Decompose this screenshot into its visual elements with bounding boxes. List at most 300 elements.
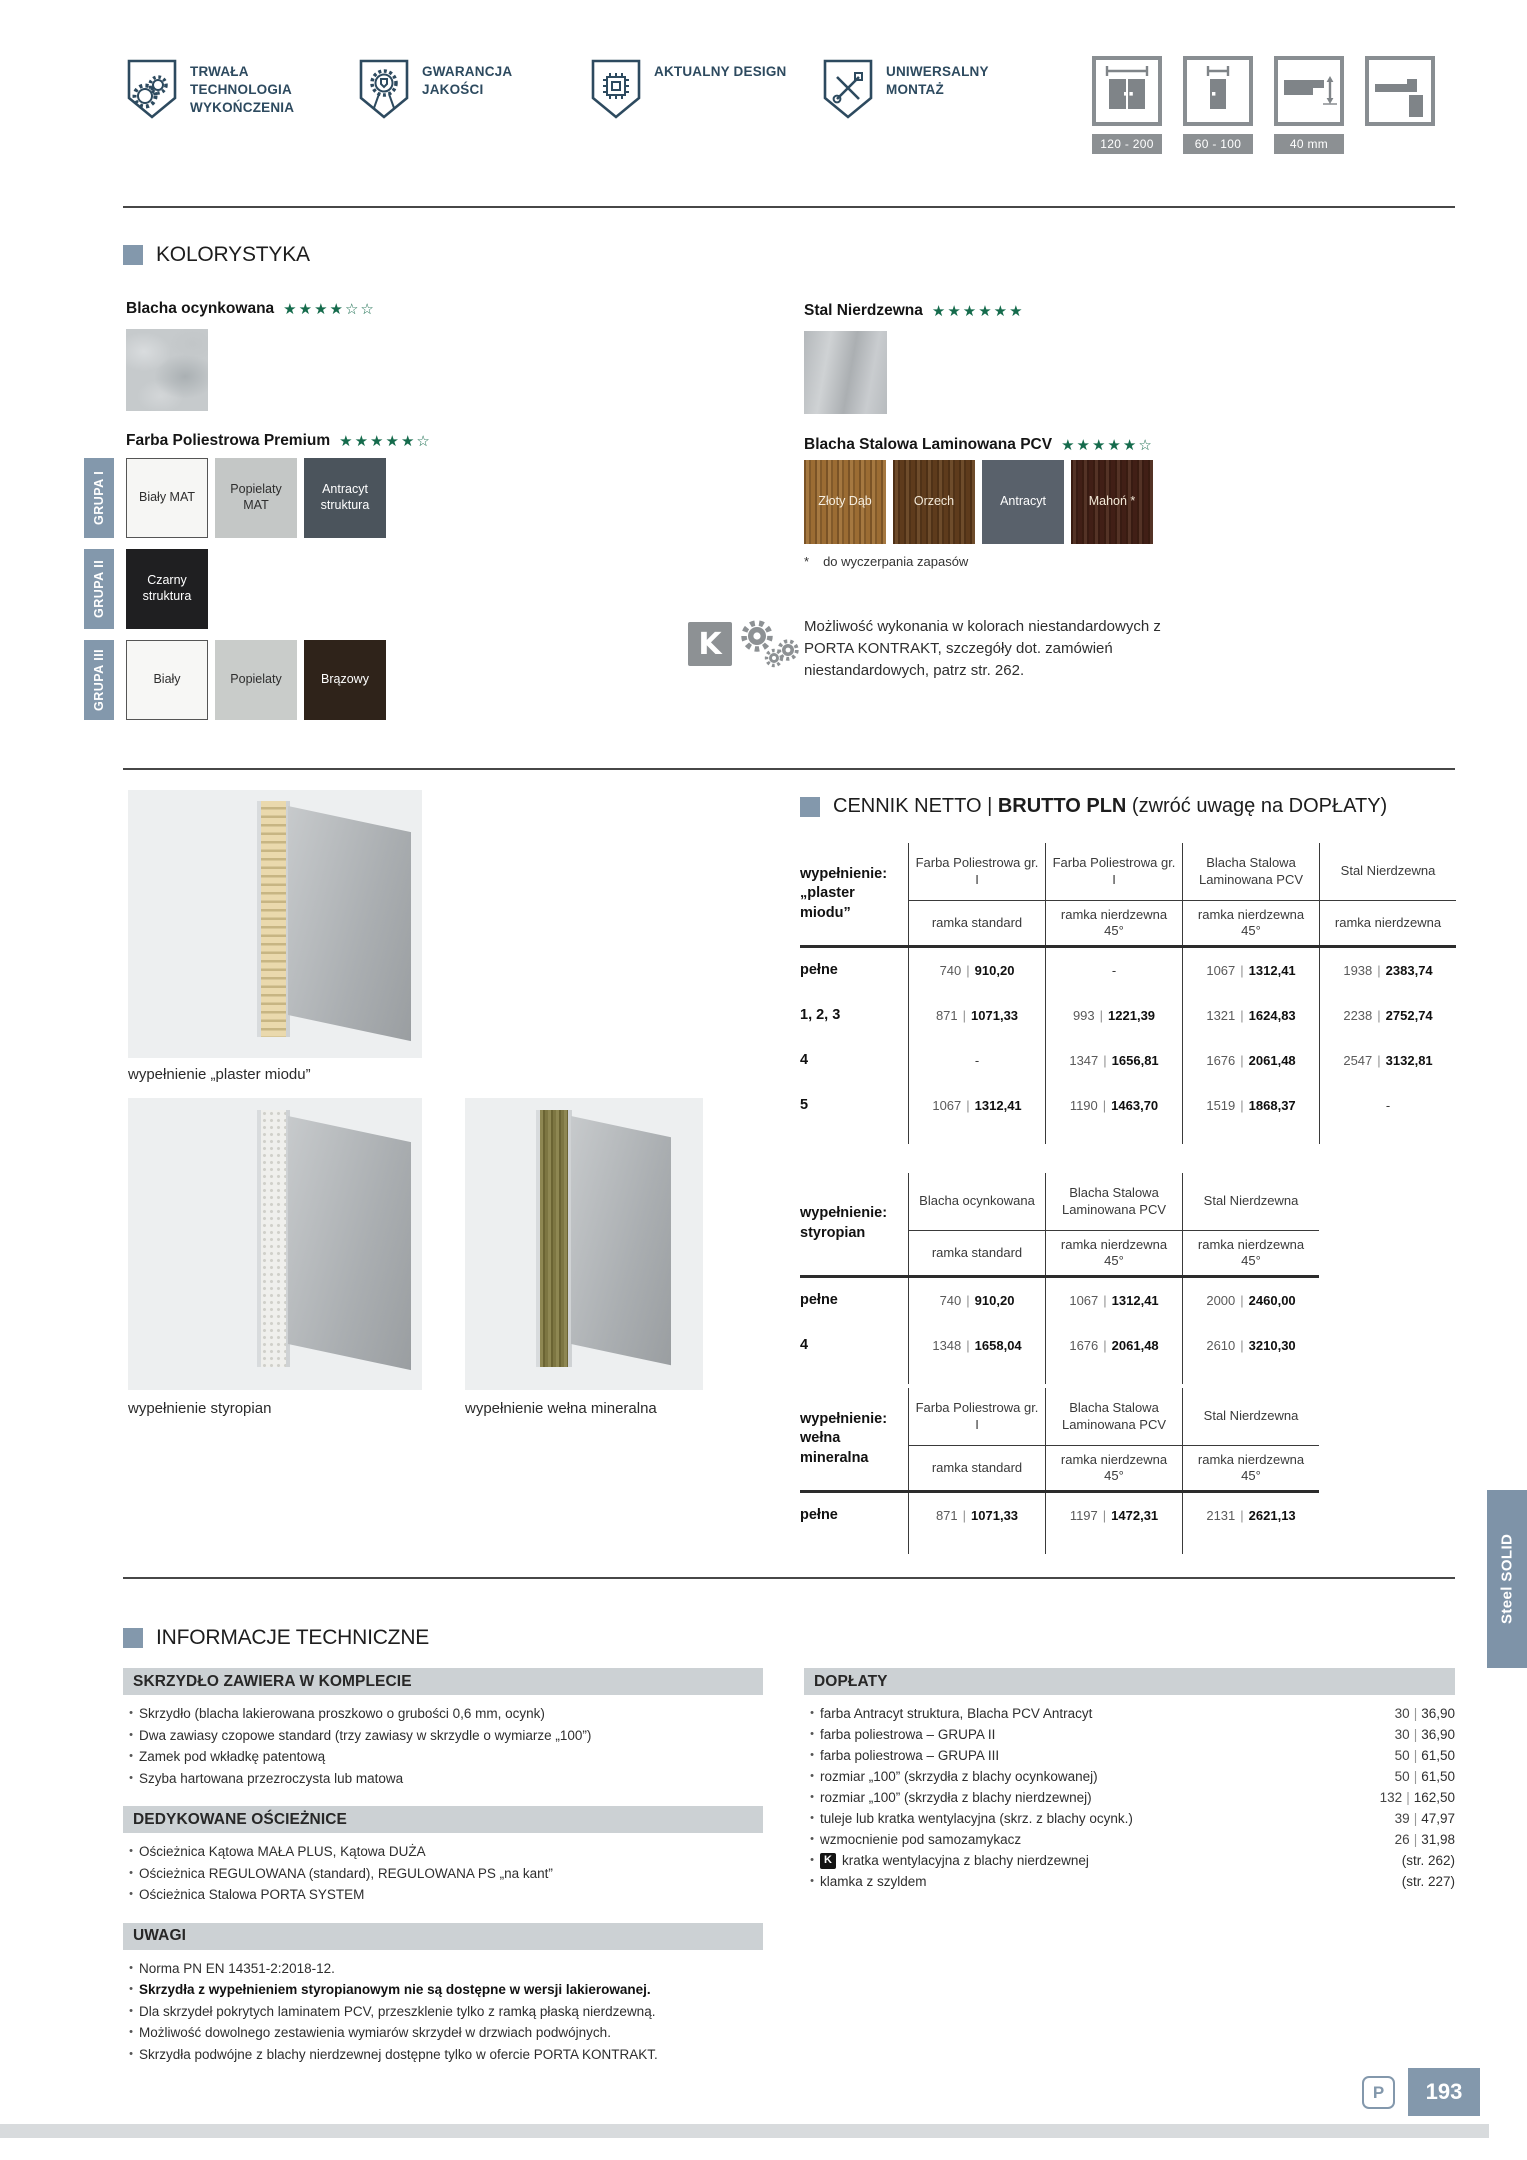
surcharge-label-text: farba poliestrowa – GRUPA III	[820, 1748, 1000, 1763]
table-price-cell	[1182, 1083, 1319, 1128]
material-name: Blacha ocynkowana	[126, 300, 275, 317]
table-price-cell	[908, 1323, 1045, 1368]
surcharge-label	[820, 1850, 1402, 1871]
brutto-value: 2061,48	[1248, 1052, 1296, 1068]
price-separator: |	[966, 1337, 970, 1353]
swatch-strip	[126, 549, 208, 629]
table-frame-header: ramka nierdzewna 45°	[1182, 1446, 1319, 1490]
surcharge-label	[820, 1829, 1395, 1850]
netto-value: 26	[1394, 1832, 1410, 1847]
swatch-strip	[126, 458, 386, 538]
netto-value: 50	[1394, 1748, 1410, 1763]
single-door-width-icon	[1183, 56, 1253, 126]
price-value	[940, 963, 1015, 978]
material-name: Stal Nierdzewna	[804, 302, 923, 319]
door-crosssection-image-mineral-wool	[465, 1098, 703, 1390]
badge-label: AKTUALNY DESIGN	[654, 64, 787, 79]
table-material-header: Blacha ocynkowana	[908, 1173, 1045, 1231]
price-value: -	[1111, 962, 1117, 978]
table-row-label: 4	[800, 1337, 809, 1353]
honeycomb-edge	[257, 801, 289, 1037]
price-table-mineral-wool	[800, 1388, 1319, 1554]
section-square-icon	[800, 797, 820, 817]
list-item-text: Skrzydła z wypełnieniem styropianowym nie są dostępne w wersji lakierowanej.	[139, 1982, 651, 1997]
divider-top	[123, 206, 1455, 208]
table-tail	[800, 1368, 908, 1384]
list-item-text: Dla skrzydeł pokrytych laminatem PCV, przeszklenie tylko z ramką płaską nierdzewną.	[139, 2003, 656, 2019]
brutto-value: 36,90	[1421, 1727, 1455, 1742]
image-caption: wypełnienie wełna mineralna	[465, 1400, 657, 1417]
netto-value: 1519	[1206, 1097, 1236, 1113]
galvanized-steel-swatch	[126, 329, 208, 411]
brutto-value: 47,97	[1421, 1811, 1455, 1826]
bullet-list	[123, 1703, 763, 1789]
brutto-value: 1071,33	[971, 1507, 1019, 1523]
bullet-icon: •	[810, 1812, 814, 1824]
surcharge-label-text: rozmiar „100” (skrzydła z blachy ocynkowanej)	[820, 1769, 1098, 1784]
shield-tools-icon	[822, 58, 874, 120]
table-material-header: Farba Poliestrowa gr. I	[908, 1388, 1045, 1446]
bullet-icon: •	[129, 2047, 133, 2060]
badge-label: GWARANCJA JAKOŚCI	[422, 64, 512, 97]
bullet-icon: •	[129, 1750, 133, 1762]
surcharge-label-text: rozmiar „100” (skrzydła z blachy nierdzewnej)	[820, 1790, 1092, 1805]
material-heading-blacha-pcv	[804, 436, 1154, 454]
price-separator: |	[1240, 1337, 1244, 1353]
color-swatch: Czarny struktura	[126, 549, 208, 629]
table-frame-header: ramka nierdzewna 45°	[1182, 1231, 1319, 1275]
brutto-value: 1071,33	[971, 1007, 1019, 1023]
gears-icon	[737, 616, 799, 674]
table-row-label: pełne	[800, 1507, 838, 1523]
brutto-value: 61,50	[1421, 1769, 1455, 1784]
table-tail	[908, 1128, 1045, 1144]
material-heading-farba-premium	[126, 432, 432, 450]
divider-bottom	[123, 1577, 1455, 1579]
brutto-value: 2460,00	[1248, 1292, 1296, 1308]
brutto-value: 1658,04	[974, 1337, 1022, 1353]
porta-logo: P	[1362, 2076, 1395, 2109]
bullet-icon: •	[129, 1983, 133, 1995]
price-value	[1395, 1727, 1455, 1742]
k-mini-icon: K	[820, 1853, 836, 1869]
mineral-wool-edge	[536, 1110, 572, 1367]
table-price-cell	[1319, 1038, 1456, 1083]
farba-color-groups	[84, 458, 386, 731]
rating-stars: ★★★★★☆	[339, 432, 432, 450]
price-value: -	[1385, 1097, 1391, 1113]
surcharge-label	[820, 1766, 1395, 1787]
price-value	[1380, 1790, 1455, 1805]
badge-gwarancja-jakosci	[358, 58, 556, 120]
price-value	[1073, 1008, 1155, 1023]
price-value	[1206, 1008, 1295, 1023]
price-value: -	[974, 1052, 980, 1068]
price-separator: |	[1413, 1727, 1418, 1742]
price-value: (str. 262)	[1401, 1853, 1455, 1868]
price-separator: |	[1406, 1790, 1410, 1805]
brutto-value: 31,98	[1421, 1832, 1455, 1847]
surcharge-row	[804, 1850, 1455, 1871]
table-price-cell	[1182, 1493, 1319, 1538]
brutto-value: 2061,48	[1111, 1337, 1159, 1353]
price-value	[936, 1508, 1018, 1523]
surcharge-label-text: farba poliestrowa – GRUPA II	[820, 1727, 996, 1742]
door-thickness-icon	[1274, 56, 1344, 126]
group-label: GRUPA I	[84, 458, 114, 538]
price-value	[1070, 1508, 1158, 1523]
color-swatch: Biały MAT	[126, 458, 208, 538]
table-material-header: Stal Nierdzewna	[1182, 1173, 1319, 1231]
brutto-value: 1312,41	[974, 1097, 1022, 1113]
table-row-label: 4	[800, 1052, 809, 1068]
netto-value: 50	[1394, 1769, 1410, 1784]
price-separator: |	[1377, 1007, 1381, 1023]
table-frame-header: ramka nierdzewna 45°	[1045, 1446, 1182, 1490]
price-value	[1395, 1748, 1455, 1763]
netto-value: 39	[1394, 1811, 1410, 1826]
price-separator: |	[1413, 1706, 1418, 1721]
table-filling-label: wypełnienie: styropian	[800, 1205, 888, 1241]
price-separator: |	[1413, 1811, 1418, 1826]
technical-info-left-column	[123, 1668, 763, 2082]
section-title: KOLORYSTYKA	[156, 243, 310, 266]
surcharge-label-text: tuleje lub kratka wentylacyjna (skrz. z blachy ocynk.)	[820, 1811, 1133, 1826]
price-separator: |	[1377, 1052, 1381, 1068]
price-value	[1069, 1338, 1158, 1353]
badge-trwala-technologia	[126, 58, 324, 120]
material-name: Blacha Stalowa Laminowana PCV	[804, 436, 1053, 453]
size-range-label: 60 - 100	[1183, 134, 1253, 154]
bullet-icon: •	[810, 1875, 814, 1887]
table-tail	[1045, 1538, 1182, 1554]
brutto-value: 2383,74	[1385, 962, 1433, 978]
surcharge-row	[804, 1766, 1455, 1787]
bullet-icon: •	[810, 1770, 814, 1782]
farba-group-row	[84, 640, 386, 720]
door-crosssection-image-honeycomb	[128, 790, 422, 1058]
image-caption: wypełnienie „plaster miodu”	[128, 1066, 311, 1083]
price-value	[1206, 1053, 1295, 1068]
price-separator: |	[1413, 1769, 1418, 1784]
table-frame-header: ramka nierdzewna	[1319, 901, 1456, 945]
shield-gears-icon	[126, 58, 178, 120]
table-price-cell	[908, 1083, 1045, 1128]
material-heading-blacha-ocynkowana	[126, 300, 376, 318]
netto-value: 1067	[1206, 962, 1236, 978]
price-separator: |	[1240, 1097, 1244, 1113]
subsection-header-bar: DOPŁATY	[804, 1668, 1455, 1695]
netto-value: 1190	[1069, 1097, 1098, 1113]
price-separator: |	[1240, 962, 1244, 978]
door-face	[288, 806, 411, 1041]
door-crosssection-image-styrofoam	[128, 1098, 422, 1390]
table-price-cell	[908, 948, 1045, 993]
color-swatch: Złoty Dąb	[804, 460, 886, 544]
surcharge-price	[1395, 1829, 1455, 1850]
price-separator: |	[1103, 1337, 1107, 1353]
list-item-text: Ościeżnica Stalowa PORTA SYSTEM	[139, 1887, 365, 1902]
bullet-icon: •	[810, 1707, 814, 1719]
surcharge-label-text: farba Antracyt struktura, Blacha PCV Antracyt	[820, 1706, 1093, 1721]
table-filling-label: wypełnienie: „plaster miodu”	[800, 865, 888, 921]
price-separator: |	[1102, 1097, 1107, 1113]
table-frame-header: ramka nierdzewna 45°	[1182, 901, 1319, 945]
size-range-label: 120 - 200	[1092, 134, 1162, 154]
surcharge-label	[820, 1787, 1380, 1808]
bullet-icon: •	[810, 1728, 814, 1740]
size-item-single-door	[1183, 56, 1253, 154]
price-value	[1070, 1098, 1158, 1113]
price-value	[1069, 1053, 1158, 1068]
table-material-header: Farba Poliestrowa gr. I	[1045, 843, 1182, 901]
price-value	[936, 1008, 1018, 1023]
list-item	[123, 2022, 763, 2044]
table-material-header: Blacha Stalowa Laminowana PCV	[1182, 843, 1319, 901]
surcharge-row	[804, 1787, 1455, 1808]
bullet-icon: •	[810, 1791, 814, 1803]
brutto-value: 1472,31	[1111, 1507, 1159, 1523]
table-price-cell	[1045, 948, 1182, 993]
table-material-header: Stal Nierdzewna	[1182, 1388, 1319, 1446]
divider-middle	[123, 768, 1455, 770]
bullet-icon: •	[129, 1845, 133, 1857]
price-value	[1395, 1769, 1455, 1784]
price-value	[1206, 963, 1295, 978]
table-price-cell	[1045, 1323, 1182, 1368]
bottom-strip	[0, 2124, 1489, 2138]
color-swatch: Brązowy	[304, 640, 386, 720]
brutto-value: 910,20	[974, 962, 1015, 978]
badge-label: TRWAŁA TECHNOLOGIA WYKOŃCZENIA	[190, 64, 295, 115]
section-title: INFORMACJE TECHNICZNE	[156, 1626, 430, 1649]
kontrakt-k-icon: K	[688, 622, 732, 666]
table-price-cell	[1182, 1323, 1319, 1368]
brutto-value: 1312,41	[1111, 1292, 1159, 1308]
pcv-color-swatches	[804, 460, 1153, 544]
table-tail	[1319, 1128, 1456, 1144]
brutto-value: 162,50	[1413, 1790, 1455, 1805]
subsection-header-bar: UWAGI	[123, 1923, 763, 1950]
price-value	[1069, 1293, 1158, 1308]
price-value	[1343, 963, 1432, 978]
list-item	[123, 1863, 763, 1885]
brutto-value: 3210,30	[1248, 1337, 1296, 1353]
image-caption: wypełnienie styropian	[128, 1400, 272, 1417]
surcharge-label-text: klamka z szyldem	[820, 1874, 927, 1889]
color-swatch: Popielaty MAT	[215, 458, 297, 538]
bullet-icon: •	[129, 1888, 133, 1900]
netto-value: 1321	[1206, 1007, 1236, 1023]
brutto-value: 1868,37	[1248, 1097, 1296, 1113]
brutto-value: 1312,41	[1248, 962, 1296, 978]
brutto-value: 3132,81	[1385, 1052, 1433, 1068]
bullet-list	[123, 1841, 763, 1906]
netto-value: 2131	[1206, 1507, 1236, 1523]
table-frame-header: ramka standard	[908, 901, 1045, 945]
surcharge-row	[804, 1808, 1455, 1829]
surcharge-price	[1402, 1871, 1455, 1892]
table-price-cell	[908, 993, 1045, 1038]
table-price-cell	[1045, 1038, 1182, 1083]
subsection-header-bar: SKRZYDŁO ZAWIERA W KOMPLECIE	[123, 1668, 763, 1695]
netto-value: 2238	[1343, 1007, 1373, 1023]
brutto-value: 1624,83	[1248, 1007, 1296, 1023]
list-item-text: Zamek pod wkładkę patentową	[139, 1749, 326, 1764]
list-item	[123, 1746, 763, 1768]
surcharge-price	[1395, 1703, 1455, 1724]
surcharge-row	[804, 1871, 1455, 1892]
table-tail	[1045, 1368, 1182, 1384]
price-separator: |	[966, 1097, 970, 1113]
doplaty-column	[804, 1668, 1455, 1892]
material-heading-stal-nierdzewna	[804, 302, 1025, 320]
table-tail	[1182, 1368, 1319, 1384]
netto-value: 1197	[1069, 1507, 1098, 1523]
price-separator: |	[966, 1292, 970, 1308]
group-label: GRUPA III	[84, 640, 114, 720]
stock-footnote	[804, 554, 968, 569]
table-tail	[1045, 1128, 1182, 1144]
netto-value: 2547	[1343, 1052, 1373, 1068]
frame-profile-icon	[1365, 56, 1435, 126]
cennik-title: CENNIK NETTO | BRUTTO PLN (zwróć uwagę na DOPŁATY)	[833, 795, 1388, 817]
surcharge-label	[820, 1703, 1395, 1724]
section-header-informacje	[123, 1626, 429, 1650]
netto-value: 2610	[1206, 1337, 1236, 1353]
table-tail	[908, 1368, 1045, 1384]
surcharge-label	[820, 1745, 1395, 1766]
netto-value: 132	[1379, 1790, 1403, 1805]
farba-group-row	[84, 458, 386, 538]
price-separator: |	[1240, 1292, 1244, 1308]
price-separator: |	[1099, 1007, 1104, 1023]
netto-value: 740	[939, 962, 962, 978]
netto-value: 2000	[1206, 1292, 1236, 1308]
list-item	[123, 1768, 763, 1790]
table-tail	[1182, 1538, 1319, 1554]
table-price-cell	[1319, 993, 1456, 1038]
surcharge-price	[1402, 1850, 1455, 1871]
color-swatch: Mahoń *	[1071, 460, 1153, 544]
netto-value: 1348	[932, 1337, 962, 1353]
rating-stars: ★★★★★★	[931, 302, 1025, 320]
price-value	[1395, 1832, 1455, 1847]
netto-value: 1938	[1343, 962, 1373, 978]
table-filling-label: wypełnienie: wełna mineralna	[800, 1410, 888, 1466]
door-face	[571, 1116, 671, 1365]
brutto-value: 36,90	[1421, 1706, 1455, 1721]
netto-value: 1676	[1206, 1052, 1236, 1068]
price-value	[1395, 1706, 1455, 1721]
bullet-icon: •	[129, 2004, 133, 2017]
table-price-cell	[1319, 948, 1456, 993]
surcharge-label	[820, 1871, 1402, 1892]
netto-value: 1347	[1069, 1052, 1099, 1068]
list-item	[123, 1703, 763, 1725]
bullet-icon: •	[129, 1771, 133, 1784]
badge-uniwersalny-montaz	[822, 58, 1020, 120]
list-item-text: Skrzydło (blacha lakierowana proszkowo o grubości 0,6 mm, ocynk)	[139, 1706, 545, 1721]
price-value	[1206, 1508, 1295, 1523]
table-price-cell	[1182, 948, 1319, 993]
rating-stars: ★★★★★☆	[1061, 436, 1154, 454]
price-value	[1206, 1338, 1295, 1353]
surcharge-row	[804, 1829, 1455, 1850]
list-item-text: Ościeżnica REGULOWANA (standard), REGULOWANA PS „na kant”	[139, 1865, 553, 1881]
table-row-label: 1, 2, 3	[800, 1007, 841, 1023]
table-material-header: Blacha Stalowa Laminowana PCV	[1045, 1388, 1182, 1446]
table-frame-header: ramka nierdzewna 45°	[1045, 901, 1182, 945]
color-swatch: Popielaty	[215, 640, 297, 720]
page-number: 193	[1408, 2068, 1480, 2116]
price-separator: |	[1413, 1748, 1418, 1763]
brutto-value: 1463,70	[1111, 1097, 1159, 1113]
subsection-header-bar: DEDYKOWANE OŚCIEŻNICE	[123, 1806, 763, 1833]
section-header-cennik	[800, 795, 1387, 818]
rating-stars: ★★★★☆☆	[283, 300, 376, 318]
surcharge-price	[1395, 1745, 1455, 1766]
price-separator: |	[1240, 1007, 1244, 1023]
surcharge-label-text: wzmocnienie pod samozamykacz	[820, 1832, 1022, 1847]
price-value	[1343, 1053, 1432, 1068]
side-tab-steel-solid: Steel SOLID	[1487, 1490, 1527, 1668]
netto-value: 1067	[932, 1097, 962, 1113]
netto-value: 1676	[1069, 1337, 1099, 1353]
price-value: (str. 227)	[1401, 1874, 1455, 1889]
brutto-value: 1656,81	[1111, 1052, 1159, 1068]
table-price-cell	[1182, 993, 1319, 1038]
price-separator: |	[1102, 1507, 1107, 1523]
table-tail	[1182, 1128, 1319, 1144]
price-value	[1343, 1008, 1432, 1023]
table-row-label: pełne	[800, 1292, 838, 1308]
farba-group-row	[84, 549, 386, 629]
size-icons-row	[1092, 56, 1435, 154]
price-separator: |	[1103, 1292, 1107, 1308]
surcharge-row	[804, 1703, 1455, 1724]
list-item	[123, 1979, 763, 2001]
swatch-strip	[126, 640, 386, 720]
price-separator: |	[1240, 1052, 1244, 1068]
size-item-frame-profile	[1365, 56, 1435, 154]
table-material-header: Farba Poliestrowa gr. I	[908, 843, 1045, 901]
bullet-icon: •	[810, 1833, 814, 1845]
badge-label: UNIWERSALNY MONTAŻ	[886, 64, 989, 97]
netto-value: 871	[935, 1007, 958, 1023]
table-frame-header: ramka nierdzewna 45°	[1045, 1231, 1182, 1275]
surcharge-label-text: kratka wentylacyjna z blachy nierdzewnej	[842, 1853, 1089, 1868]
surcharge-label	[820, 1724, 1395, 1745]
bullet-icon: •	[810, 1749, 814, 1761]
bullet-icon: •	[129, 1866, 133, 1879]
stainless-steel-swatch	[804, 331, 887, 414]
brutto-value: 1221,39	[1108, 1007, 1156, 1023]
list-item	[123, 2044, 763, 2066]
price-value	[932, 1338, 1021, 1353]
size-item-thickness	[1274, 56, 1344, 154]
shield-chip-icon	[590, 58, 642, 120]
netto-value: 871	[935, 1507, 958, 1523]
table-frame-header: ramka standard	[908, 1231, 1045, 1275]
price-value	[1206, 1098, 1295, 1113]
netto-value: 1067	[1069, 1292, 1099, 1308]
color-swatch: Antracyt struktura	[304, 458, 386, 538]
table-price-cell	[1182, 1278, 1319, 1323]
size-item-double-door	[1092, 56, 1162, 154]
netto-value: 993	[1072, 1007, 1095, 1023]
bullet-list	[123, 1958, 763, 2066]
